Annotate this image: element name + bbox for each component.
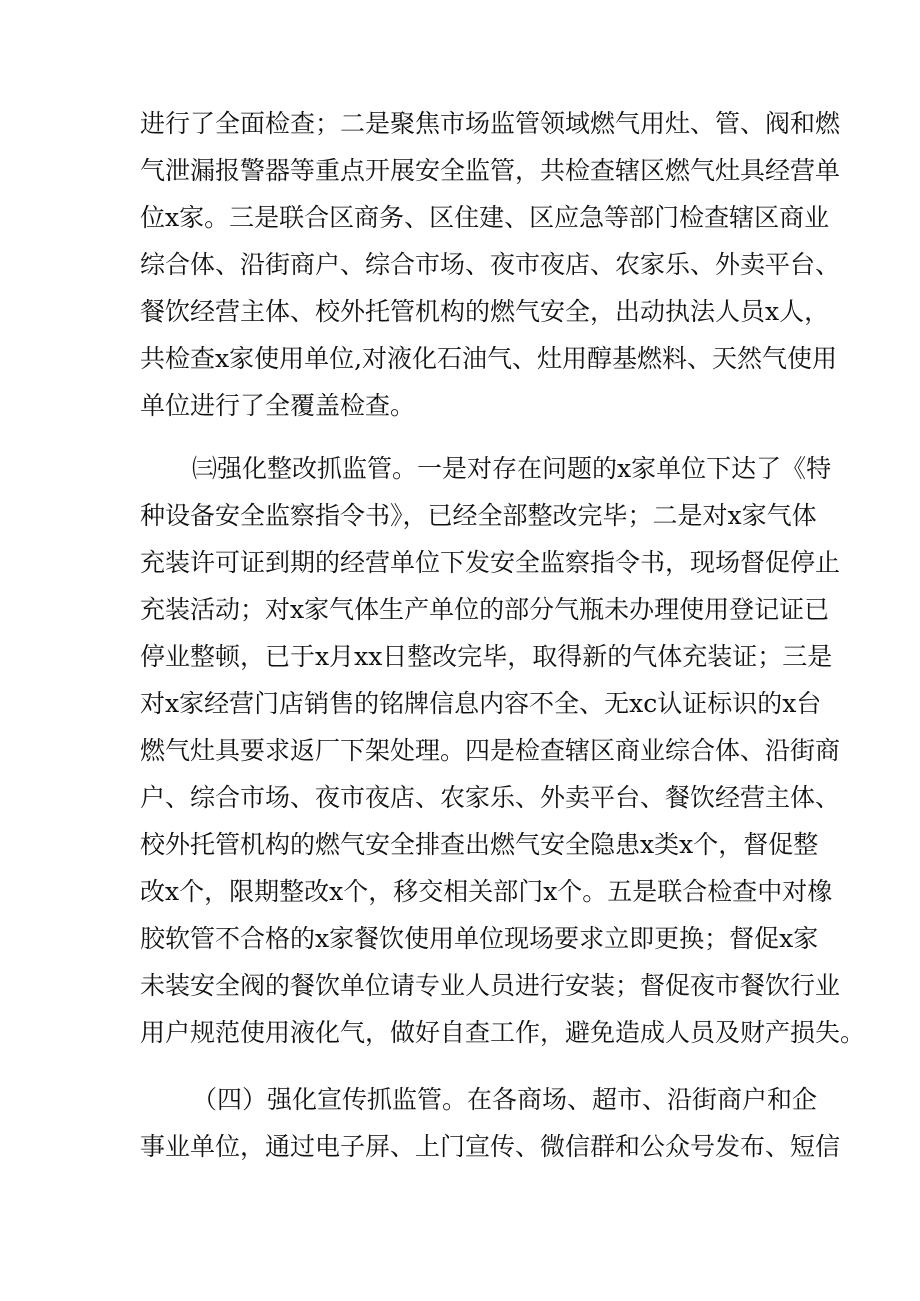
- text-line: 单位进行了全覆盖检查。: [140, 391, 416, 420]
- text-line: 用户规范使用液化气，做好自查工作，避免造成人员及财产损失。: [140, 1018, 866, 1047]
- text-line: 未装安全阀的餐饮单位请专业人员进行安装；督促夜市餐饮行业: [140, 971, 841, 1000]
- section-heading-line: ㈢强化整改抓监管。一是对存在问题的x家单位下达了《特: [192, 454, 832, 483]
- text-line: 燃气灶具要求返厂下架处理。四是检查辖区商业综合体、沿街商: [140, 736, 841, 765]
- text-line: 种设备安全监察指令书》，已经全部整改完毕；二是对x家气体: [140, 501, 817, 530]
- text-line: 综合体、沿街商户、综合市场、夜市夜店、农家乐、外卖平台、: [140, 250, 841, 279]
- text-line: 气泄漏报警器等重点开展安全监管，共检查辖区燃气灶具经营单: [140, 156, 841, 185]
- text-line: 停业整顿，已于x月xx日整改完毕，取得新的气体充装证；三是: [140, 642, 833, 671]
- text-line: 户、综合市场、夜市夜店、农家乐、外卖平台、餐饮经营主体、: [140, 783, 841, 812]
- text-line: 进行了全面检查；二是聚焦市场监管领域燃气用灶、管、阀和燃: [140, 109, 841, 138]
- text-line: 胶软管不合格的x家餐饮使用单位现场要求立即更换；督促x家: [140, 924, 819, 953]
- text-line: 充装许可证到期的经营单位下发安全监察指令书，现场督促停止: [140, 548, 841, 577]
- section-heading-line: （四）强化宣传抓监管。在各商场、超市、沿街商户和企: [192, 1085, 818, 1114]
- text-line: 位x家。三是联合区商务、区住建、区应急等部门检查辖区商业: [140, 203, 830, 232]
- text-line: 充装活动；对x家气体生产单位的部分气瓶未办理使用登记证已: [140, 595, 830, 624]
- text-line: 改x个，限期整改x个，移交相关部门x个。五是联合检查中对橡: [140, 877, 833, 906]
- text-line: 共检查x家使用单位,对液化石油气、灶用醇基燃料、天然气使用: [140, 344, 838, 373]
- text-line: 校外托管机构的燃气安全排查出燃气安全隐患x类x个，督促整: [140, 830, 819, 859]
- text-line: 事业单位，通过电子屏、上门宣传、微信群和公众号发布、短信: [140, 1132, 841, 1161]
- text-line: 餐饮经营主体、校外托管机构的燃气安全，出动执法人员x人，: [140, 297, 830, 326]
- text-line: 对x家经营门店销售的铭牌信息内容不全、无xc认证标识的x台: [140, 689, 822, 718]
